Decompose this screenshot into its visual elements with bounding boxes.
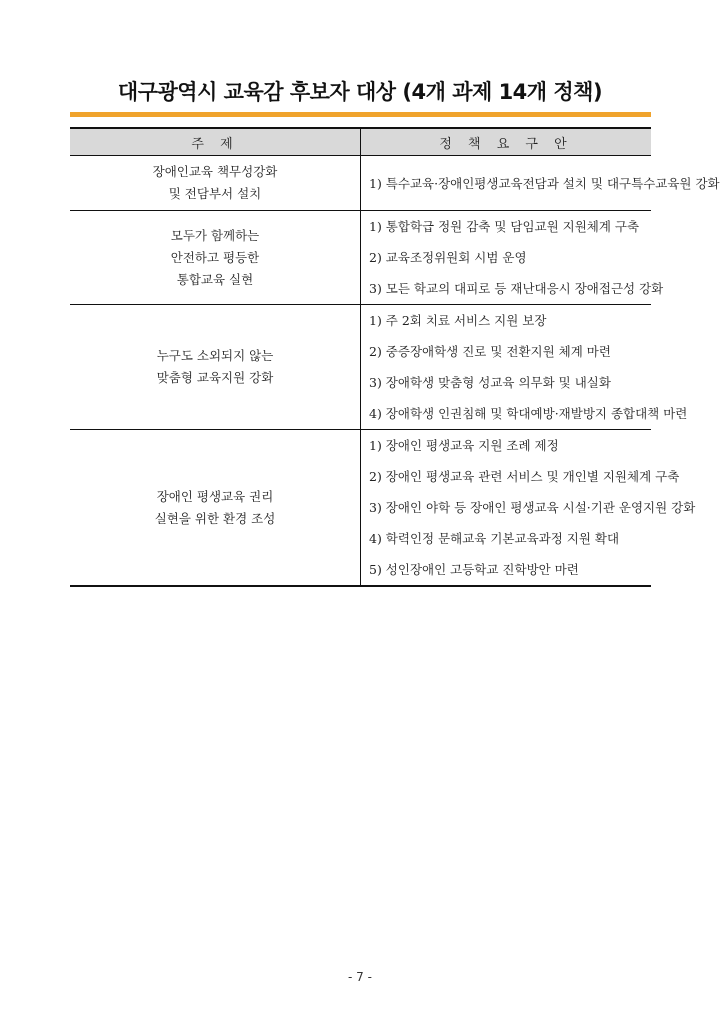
header-policy: 정 책 요 구 안 — [361, 128, 652, 156]
policy-item: 3) 모든 학교의 대피로 등 재난대응시 장애접근성 강화 — [369, 281, 664, 296]
policy-item: 1) 장애인 평생교육 지원 조례 제정 — [369, 438, 559, 453]
theme-line: 통합교육 실현 — [176, 271, 254, 287]
table-row — [70, 430, 651, 587]
policy-items-cell — [361, 211, 664, 305]
policy-items-cell — [361, 156, 720, 211]
theme-line: 실현을 위한 환경 조성 — [154, 510, 276, 526]
theme-cell — [70, 430, 361, 587]
theme-cell — [70, 156, 361, 211]
table-row — [70, 156, 651, 211]
table-row — [70, 305, 651, 430]
header-theme: 주 제 — [70, 128, 361, 156]
policy-item: 3) 장애인 야학 등 장애인 평생교육 시설·기관 운영지원 강화 — [369, 500, 696, 515]
page-number: - 7 - — [348, 970, 372, 984]
policy-item: 1) 주 2회 치료 서비스 지원 보장 — [369, 313, 547, 328]
table-header-row — [70, 128, 651, 156]
table-row — [70, 211, 651, 305]
theme-line: 안전하고 평등한 — [170, 249, 260, 265]
document-title: 대구광역시 교육감 후보자 대상 (4개 과제 14개 정책) — [117, 80, 603, 104]
theme-line: 및 전담부서 설치 — [168, 186, 262, 201]
policy-item: 1) 특수교육·장애인평생교육전담과 설치 및 대구특수교육원 강화 — [369, 175, 720, 191]
theme-line: 모두가 함께하는 — [170, 227, 260, 243]
policy-item: 3) 장애학생 맞춤형 성교육 의무화 및 내실화 — [369, 375, 611, 390]
theme-line: 맞춤형 교육지원 강화 — [156, 370, 274, 385]
policy-items-cell — [361, 430, 696, 587]
title-underline-bar — [70, 112, 651, 117]
theme-cell — [70, 211, 361, 305]
policy-item: 2) 중증장애학생 진로 및 전환지원 체계 마련 — [369, 344, 611, 359]
policy-table — [70, 127, 720, 587]
theme-cell — [70, 305, 361, 430]
policy-item: 2) 장애인 평생교육 관련 서비스 및 개인별 지원체계 구축 — [369, 469, 680, 484]
policy-item: 2) 교육조정위원회 시범 운영 — [369, 250, 527, 265]
policy-item: 4) 장애학생 인권침해 및 학대예방·재발방지 종합대책 마련 — [369, 406, 688, 421]
theme-line: 누구도 소외되지 않는 — [156, 348, 274, 363]
policy-item: 4) 학력인정 문해교육 기본교육과정 지원 확대 — [369, 531, 620, 546]
policy-item: 5) 성인장애인 고등학교 진학방안 마련 — [369, 562, 579, 577]
theme-line: 장애인 평생교육 권리 — [156, 488, 274, 504]
policy-item: 1) 통합학급 정원 감축 및 담임교원 지원체계 구축 — [369, 219, 640, 234]
policy-items-cell — [361, 305, 688, 430]
theme-line: 장애인교육 책무성강화 — [152, 164, 278, 179]
